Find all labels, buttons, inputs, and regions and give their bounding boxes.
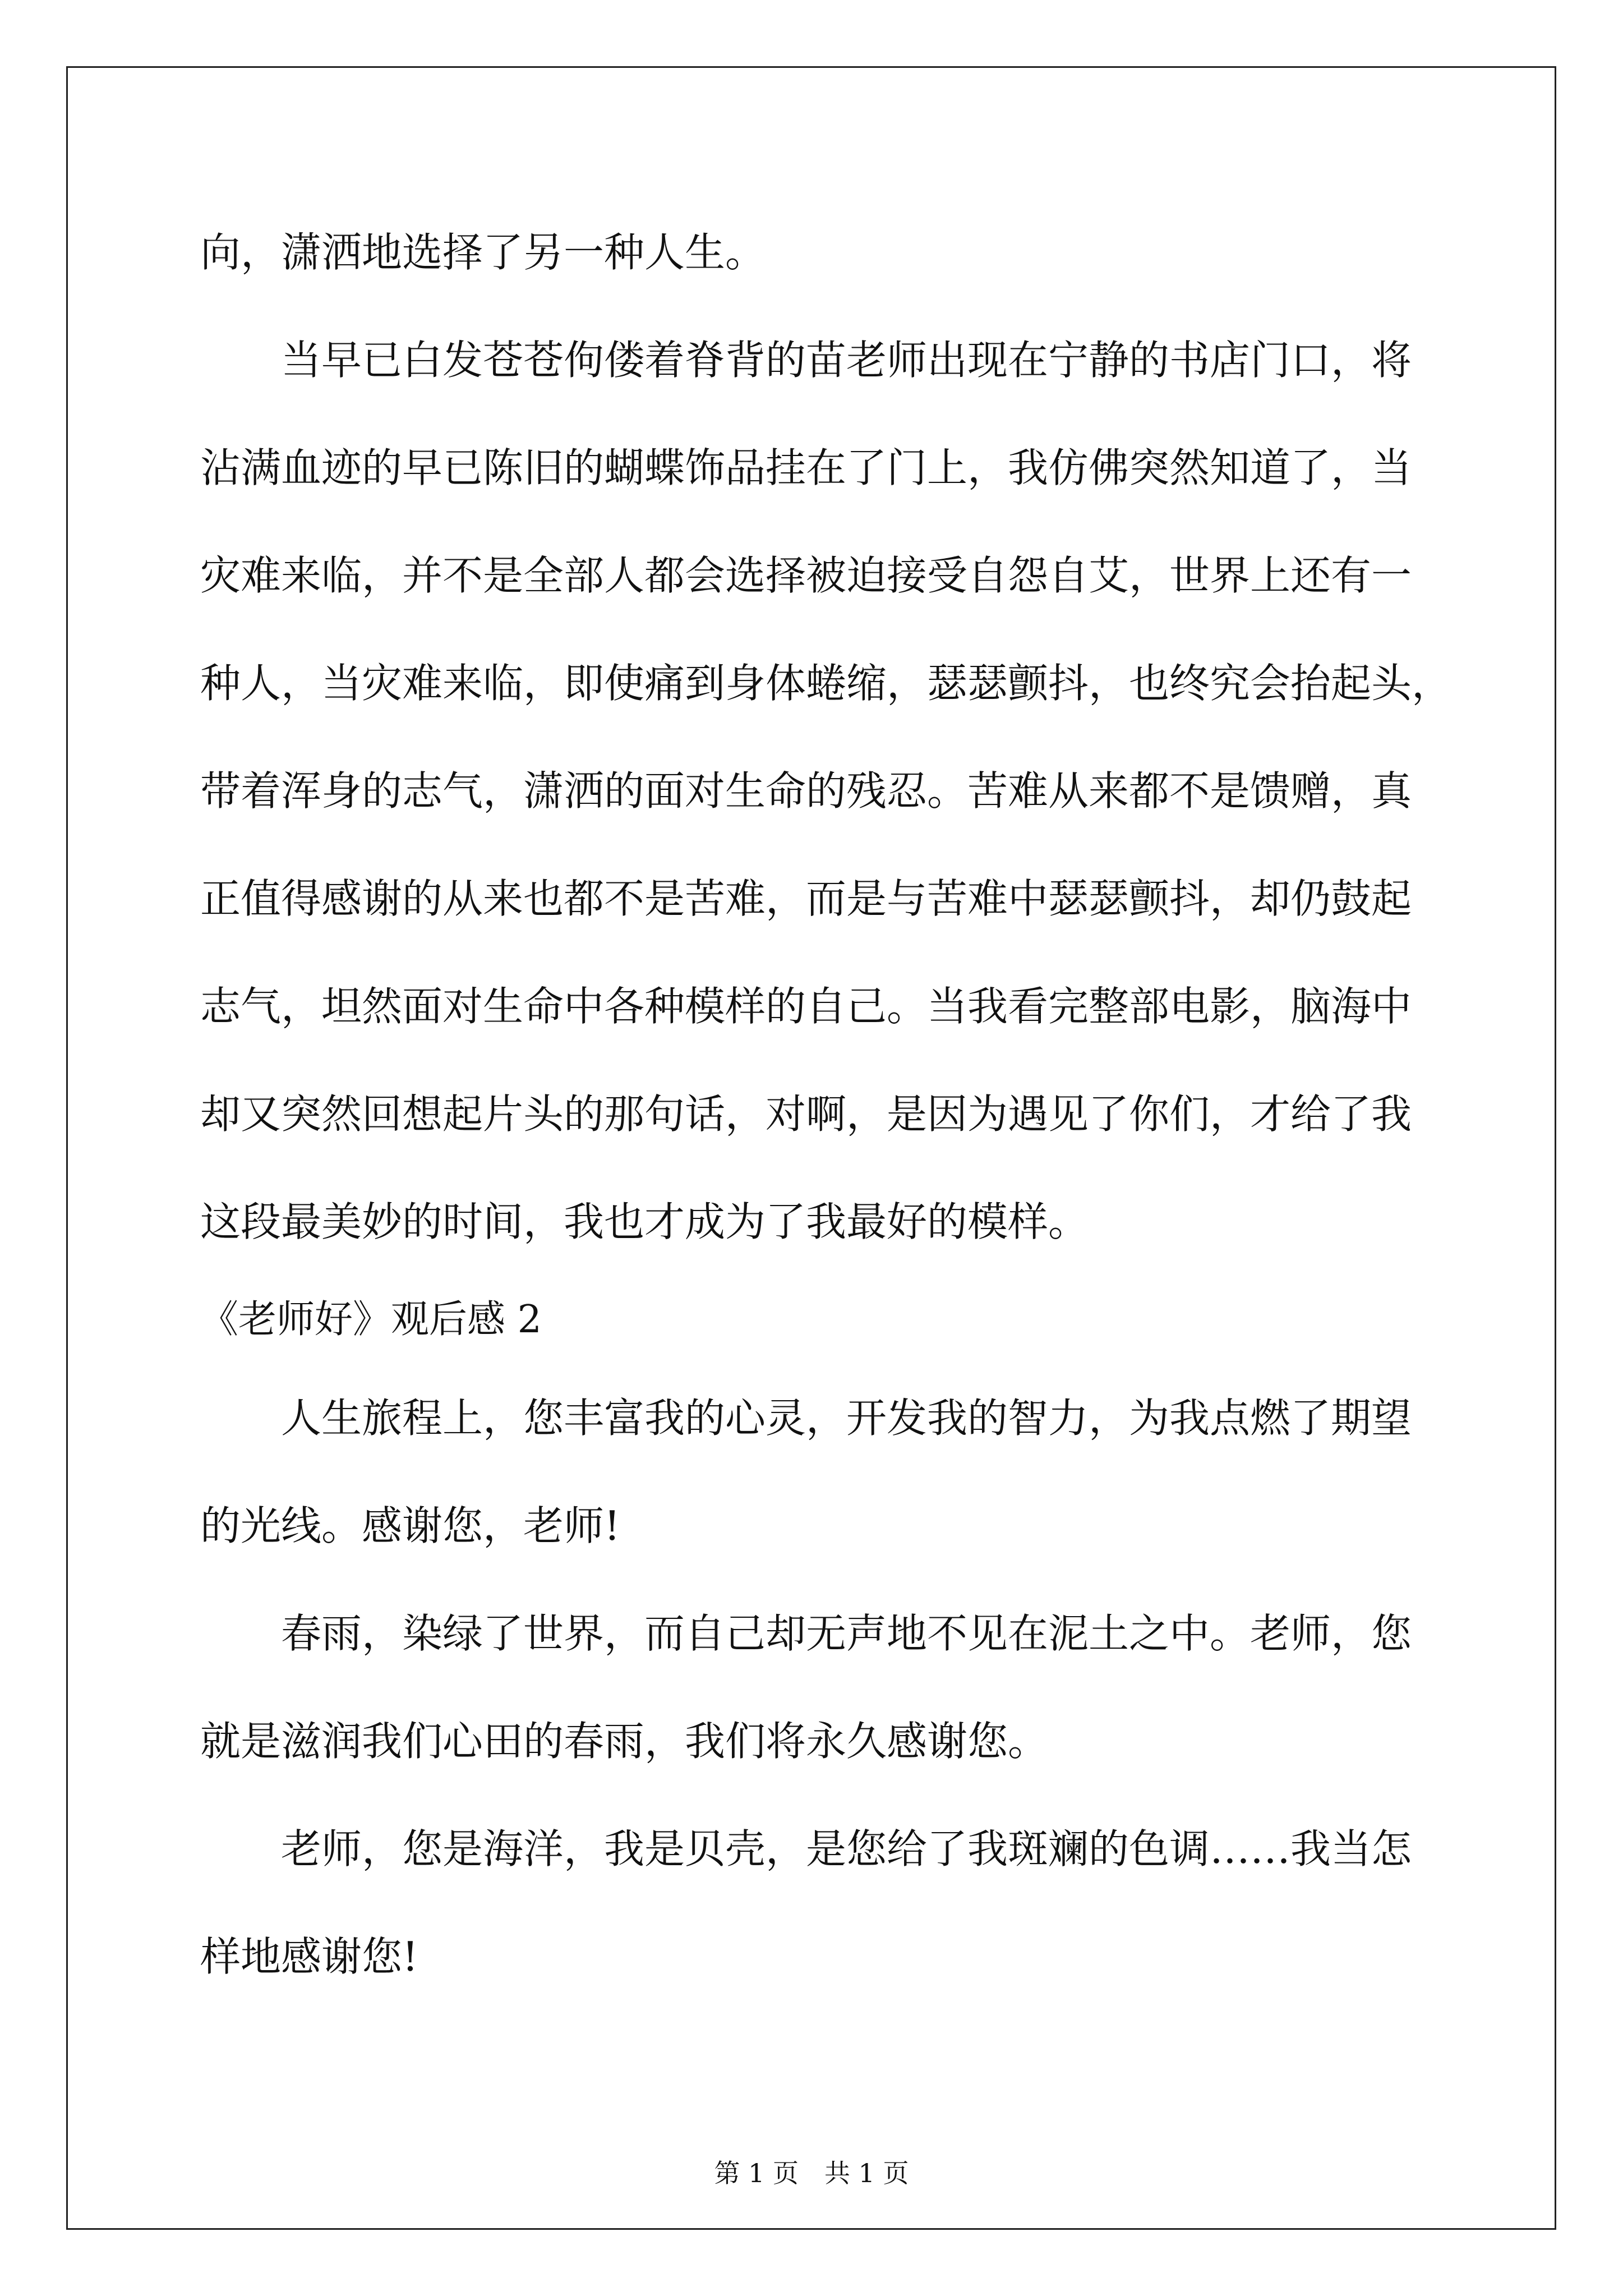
body-line: 志气，坦然面对生命中各种模样的自己。当我看完整部电影，脑海中 — [200, 983, 1412, 1030]
body-line: 这段最美妙的时间，我也才成为了我最好的模样。 — [200, 1198, 1089, 1245]
body-line: 正值得感谢的从来也都不是苦难，而是与苦难中瑟瑟颤抖，却仍鼓起 — [200, 875, 1412, 922]
page-border — [66, 66, 1556, 2230]
body-line: 带着浑身的志气，潇洒的面对生命的残忍。苦难从来都不是馈赠，真 — [200, 767, 1412, 815]
body-line: 春雨，染绿了世界，而自己却无声地不见在泥土之中。老师，您 — [200, 1610, 1412, 1657]
section-title: 《老师好》观后感 2 — [200, 1297, 542, 1342]
body-line: 灾难来临，并不是全部人都会选择被迫接受自怨自艾，世界上还有一 — [200, 552, 1412, 599]
body-line: 就是滋润我们心田的春雨，我们将永久感谢您。 — [200, 1718, 1049, 1765]
body-line: 却又突然回想起片头的那句话，对啊，是因为遇见了你们，才给了我 — [200, 1091, 1412, 1138]
page-footer: 第 1 页 共 1 页 — [714, 2158, 909, 2188]
body-line: 向，潇洒地选择了另一种人生。 — [200, 229, 766, 276]
body-line: 样地感谢您! — [200, 1933, 418, 1980]
body-line: 沾满血迹的早已陈旧的蝴蝶饰品挂在了门上，我仿佛突然知道了，当 — [200, 444, 1412, 491]
body-line: 老师，您是海洋，我是贝壳，是您给了我斑斓的色调……我当怎 — [200, 1825, 1412, 1872]
body-line: 当早已白发苍苍佝偻着脊背的苗老师出现在宁静的书店门口，将 — [200, 337, 1412, 384]
body-line: 人生旅程上，您丰富我的心灵，开发我的智力，为我点燃了期望 — [200, 1395, 1412, 1442]
body-line: 的光线。感谢您，老师! — [200, 1502, 620, 1549]
body-line: 种人，当灾难来临，即使痛到身体蜷缩，瑟瑟颤抖，也终究会抬起头， — [200, 660, 1453, 707]
